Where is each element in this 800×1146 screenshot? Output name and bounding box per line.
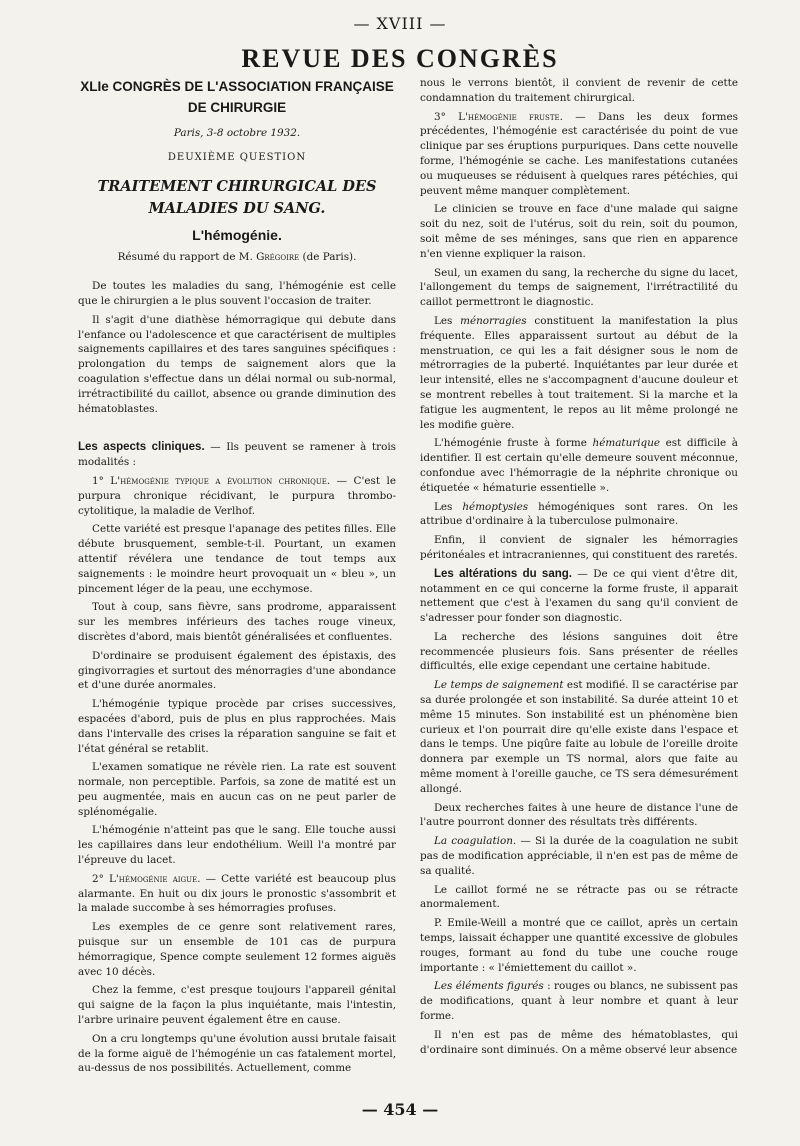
section-heading: Les altérations du sang. bbox=[434, 567, 572, 580]
subsection-heading: 3° L'hémogénie fruste. bbox=[434, 110, 563, 123]
section-heading: Les aspects cliniques. bbox=[78, 441, 205, 454]
paragraph-text: hémogéniques sont rares. On les attribue d'ordinaire à la tuberculose pulmonaire. bbox=[420, 500, 738, 528]
paragraph-text: constituent la manifestation la plus fréquente. Elles apparaissent surtout au début de la menstruation, ce qui les a fait désigner sous le nom de métrorragies de la puberté. Inquiétantes par leur durée et leur intensité, elles ne s'accompagnent d'aucune douleur et se montrent rebelles à tout traitement. Si la marche et la fatigue les augmentent, le repos au lit même prolongé ne les modifie guère. bbox=[420, 314, 738, 431]
paragraph-text: est modifié. Il se caractérise par sa durée prolongée et son instabilité. Sa durée atteint 10 et même 15 minutes. Son instabilité est un phénomène bien curieux et l'on pourrait dire qu'elle existe dans l'espace et dans le temps. Une piqûre faite au lobule de l'oreille droite donnera par exemple un TS normal, alors que faite au même moment à l'oreille gauche, ce TS sera démesurément allongé. bbox=[420, 679, 738, 795]
paragraph: Enfin, il convient de signaler les hémorragies péritonéales et intracraniennes, qui constituent des raretés. bbox=[420, 534, 738, 561]
summary-prefix: Résumé du rapport de M. bbox=[117, 251, 257, 264]
emphasis: Les éléments figurés bbox=[434, 980, 544, 993]
paragraph bbox=[420, 314, 738, 432]
spacer bbox=[78, 420, 396, 440]
paragraph bbox=[420, 834, 738, 878]
paragraph: Deux recherches faites à une heure de distance l'une de l'autre pourront donner des résultats très différents. bbox=[420, 801, 738, 829]
paragraph: Le clinicien se trouve en face d'une malade qui saigne soit du nez, soit de l'utérus, soit du rein, soit du poumon, soit même de ses méninges, sans que rien en apparence n'en vienne expliquer la raison. bbox=[420, 203, 738, 260]
subsection-heading: 2° L'hémogénie aigue. bbox=[92, 872, 201, 885]
paragraph bbox=[420, 567, 738, 626]
paragraph: Chez la femme, c'est presque toujours l'appareil génital qui saigne de la façon la plus inquiétante, mais l'intestin, l'arbre urinaire peuvent également être en cause. bbox=[78, 984, 396, 1027]
paragraph bbox=[78, 440, 396, 470]
paragraph-text: — Dans les deux formes précédentes, l'hémogénie est caractérisée du point de vue clinique par ses éruptions purpuriques. Dans cette nouvelle forme, l'hémogénie se cache. Les manifestations cutanées ou muqueuses se réduisent à quelques rares pétéchies, qui peuvent même manquer complètement. bbox=[420, 110, 738, 197]
right-column bbox=[420, 76, 738, 1061]
paragraph: Tout à coup, sans fièvre, sans prodrome, apparaissent sur les membres inférieurs des taches rouge vineux, discrètes d'abord, mais bientôt généralisées et confluentes. bbox=[78, 601, 396, 643]
journal-title: REVUE DES CONGRÈS bbox=[241, 44, 559, 73]
emphasis: ménorragies bbox=[460, 314, 527, 327]
paragraph-text: L'hémogénie fruste à forme bbox=[434, 437, 593, 450]
paragraph-text: — De ce qui vient d'être dit, notamment en ce qui concerne la forme fruste, il apparait nettement que c'est à l'examen du sang qu'il convient de s'adresser pour fonder son diagnostic. bbox=[420, 567, 738, 625]
congress-title: XLIe CONGRÈS DE L'ASSOCIATION FRANÇAISE DE CHIRURGIE bbox=[80, 79, 394, 115]
paragraph-text: — Cette variété est beaucoup plus alarmante. En huit ou dix jours le pronostic s'assombrit et la malade succombe à ses hémorragies profuses. bbox=[78, 872, 396, 915]
paragraph: La recherche des lésions sanguines doit être recommencée plusieurs fois. Sans présenter de réelles difficultés, elle exige cependant une certaine habitude. bbox=[420, 630, 738, 673]
question-label: DEUXIÈME QUESTION bbox=[167, 151, 307, 163]
paragraph-text: — Ils peuvent se ramener à trois modalités : bbox=[78, 441, 396, 469]
paragraph-text: — Si la durée de la coagulation ne subit pas de modification appréciable, il n'en est pas de même de sa qualité. bbox=[420, 835, 738, 877]
paragraph: Il n'en est pas de même des hématoblastes, qui d'ordinaire sont diminués. On a même observé leur absence bbox=[420, 1028, 738, 1056]
paragraph: Il s'agit d'une diathèse hémorragique qui debute dans l'enfance ou l'adolescence et que caractérisent de multiples saignements capillaires et des tares sanguines spécifiques : prolongation du temps de saignement alors que la coagulation s'effectue dans un délai normal ou sub-normal, irrétractibilité du caillot, absence ou grande diminution des hématoblastes. bbox=[78, 313, 396, 415]
emphasis: La coagulation. bbox=[434, 835, 517, 848]
paragraph-text: est difficile à identifier. Il est certain qu'elle demeure souvent méconnue, confondue avec l'hémorragie de la néphrite chronique ou étiquetée « hématurie essentielle ». bbox=[420, 437, 738, 494]
paragraph: L'hémogénie typique procède par crises successives, espacées d'abord, puis de plus en plus rapprochées. Mais dans l'intervalle des crises la réparation sanguine se fait et l'état général se retablit. bbox=[78, 698, 396, 755]
paragraph-text: Les bbox=[434, 500, 463, 513]
paragraph: De toutes les maladies du sang, l'hémogénie est celle que le chirurgien a le plus souvent l'occasion de traiter. bbox=[78, 280, 396, 307]
subject-title: TRAITEMENT CHIRURGICAL DES MALADIES DU SANG. bbox=[97, 177, 377, 217]
summary-line bbox=[78, 250, 396, 265]
paragraph bbox=[420, 110, 738, 199]
summary-author: Grégoire bbox=[256, 251, 300, 264]
paragraph-text: Les bbox=[434, 314, 461, 327]
page-number: — 454 — bbox=[361, 1100, 439, 1119]
paragraph: nous le verrons bientôt, il convient de revenir de cette condamnation du traitement chirurgical. bbox=[420, 77, 738, 104]
emphasis: hématurique bbox=[592, 437, 661, 450]
paragraph-text: : rouges ou blancs, ne subissent pas de modifications, quant à leur nombre et quant à leur forme. bbox=[420, 980, 738, 1023]
paragraph: Cette variété est presque l'apanage des petites filles. Elle débute brusquement, semble-t-il. Pourtant, un examen attentif révélera une tendance de tout temps aux saignements : le moindre heurt provoquait un « bleu », un pincement léger de la peau, une ecchymose. bbox=[78, 523, 396, 595]
paragraph bbox=[420, 979, 738, 1023]
left-column bbox=[78, 76, 396, 1080]
paragraph: D'ordinaire se produisent également des épistaxis, des gingivorragies et surtout des ménorragies d'une abondance et d'une durée anormales. bbox=[78, 649, 396, 692]
paragraph bbox=[78, 474, 396, 518]
paragraph: L'examen somatique ne révèle rien. La rate est souvent normale, non perceptible. Parfois, sa zone de matité est un peu augmentée, mais en aucun cas on ne peut parler de splénomégalie. bbox=[78, 761, 396, 818]
paragraph: Le caillot formé ne se rétracte pas ou se rétracte anormalement. bbox=[420, 883, 738, 911]
paragraph: Les exemples de ce genre sont relativement rares, puisque sur un ensemble de 101 cas de purpura hémorragique, Spence compte seulement 12 formes aiguës avec 10 décès. bbox=[78, 921, 396, 978]
emphasis: hémoptysies bbox=[462, 500, 529, 513]
paragraph bbox=[420, 500, 738, 530]
paragraph-text: — C'est le purpura chronique récidivant, le purpura thrombo-cytolitique, la maladie de Verlhof. bbox=[78, 474, 396, 517]
topic-title: L'hémogénie. bbox=[192, 226, 282, 243]
place-date: Paris, 3-8 octobre 1932. bbox=[173, 127, 301, 139]
summary-suffix: (de Paris). bbox=[299, 251, 357, 264]
paragraph bbox=[420, 436, 738, 495]
emphasis: Le temps de saignement bbox=[434, 679, 564, 692]
paragraph: On a cru longtemps qu'une évolution aussi brutale faisait de la forme aiguë de l'hémogénie un cas fatalement mortel, au-dessus de nos possibilités. Actuellement, comme bbox=[78, 1032, 396, 1075]
paragraph: P. Emile-Weill a montré que ce caillot, après un certain temps, laissait échapper une quantité excessive de globules rouges, formant au fond du tube une couche rouge importante : « l'émiettement du caillot ». bbox=[420, 917, 738, 974]
paragraph bbox=[420, 678, 738, 796]
running-head: — XVIII — bbox=[353, 14, 447, 33]
paragraph bbox=[78, 872, 396, 916]
paragraph: L'hémogénie n'atteint pas que le sang. Elle touche aussi les capillaires dans leur endothélium. Weill l'a montré par l'épreuve du lacet. bbox=[78, 824, 396, 867]
paragraph: Seul, un examen du sang, la recherche du signe du lacet, l'allongement du temps de saignement, l'irrétractilité du caillot permettront le diagnostic. bbox=[420, 266, 738, 309]
subsection-heading: 1° L'hémogénie typique a évolution chronique. bbox=[92, 474, 331, 487]
